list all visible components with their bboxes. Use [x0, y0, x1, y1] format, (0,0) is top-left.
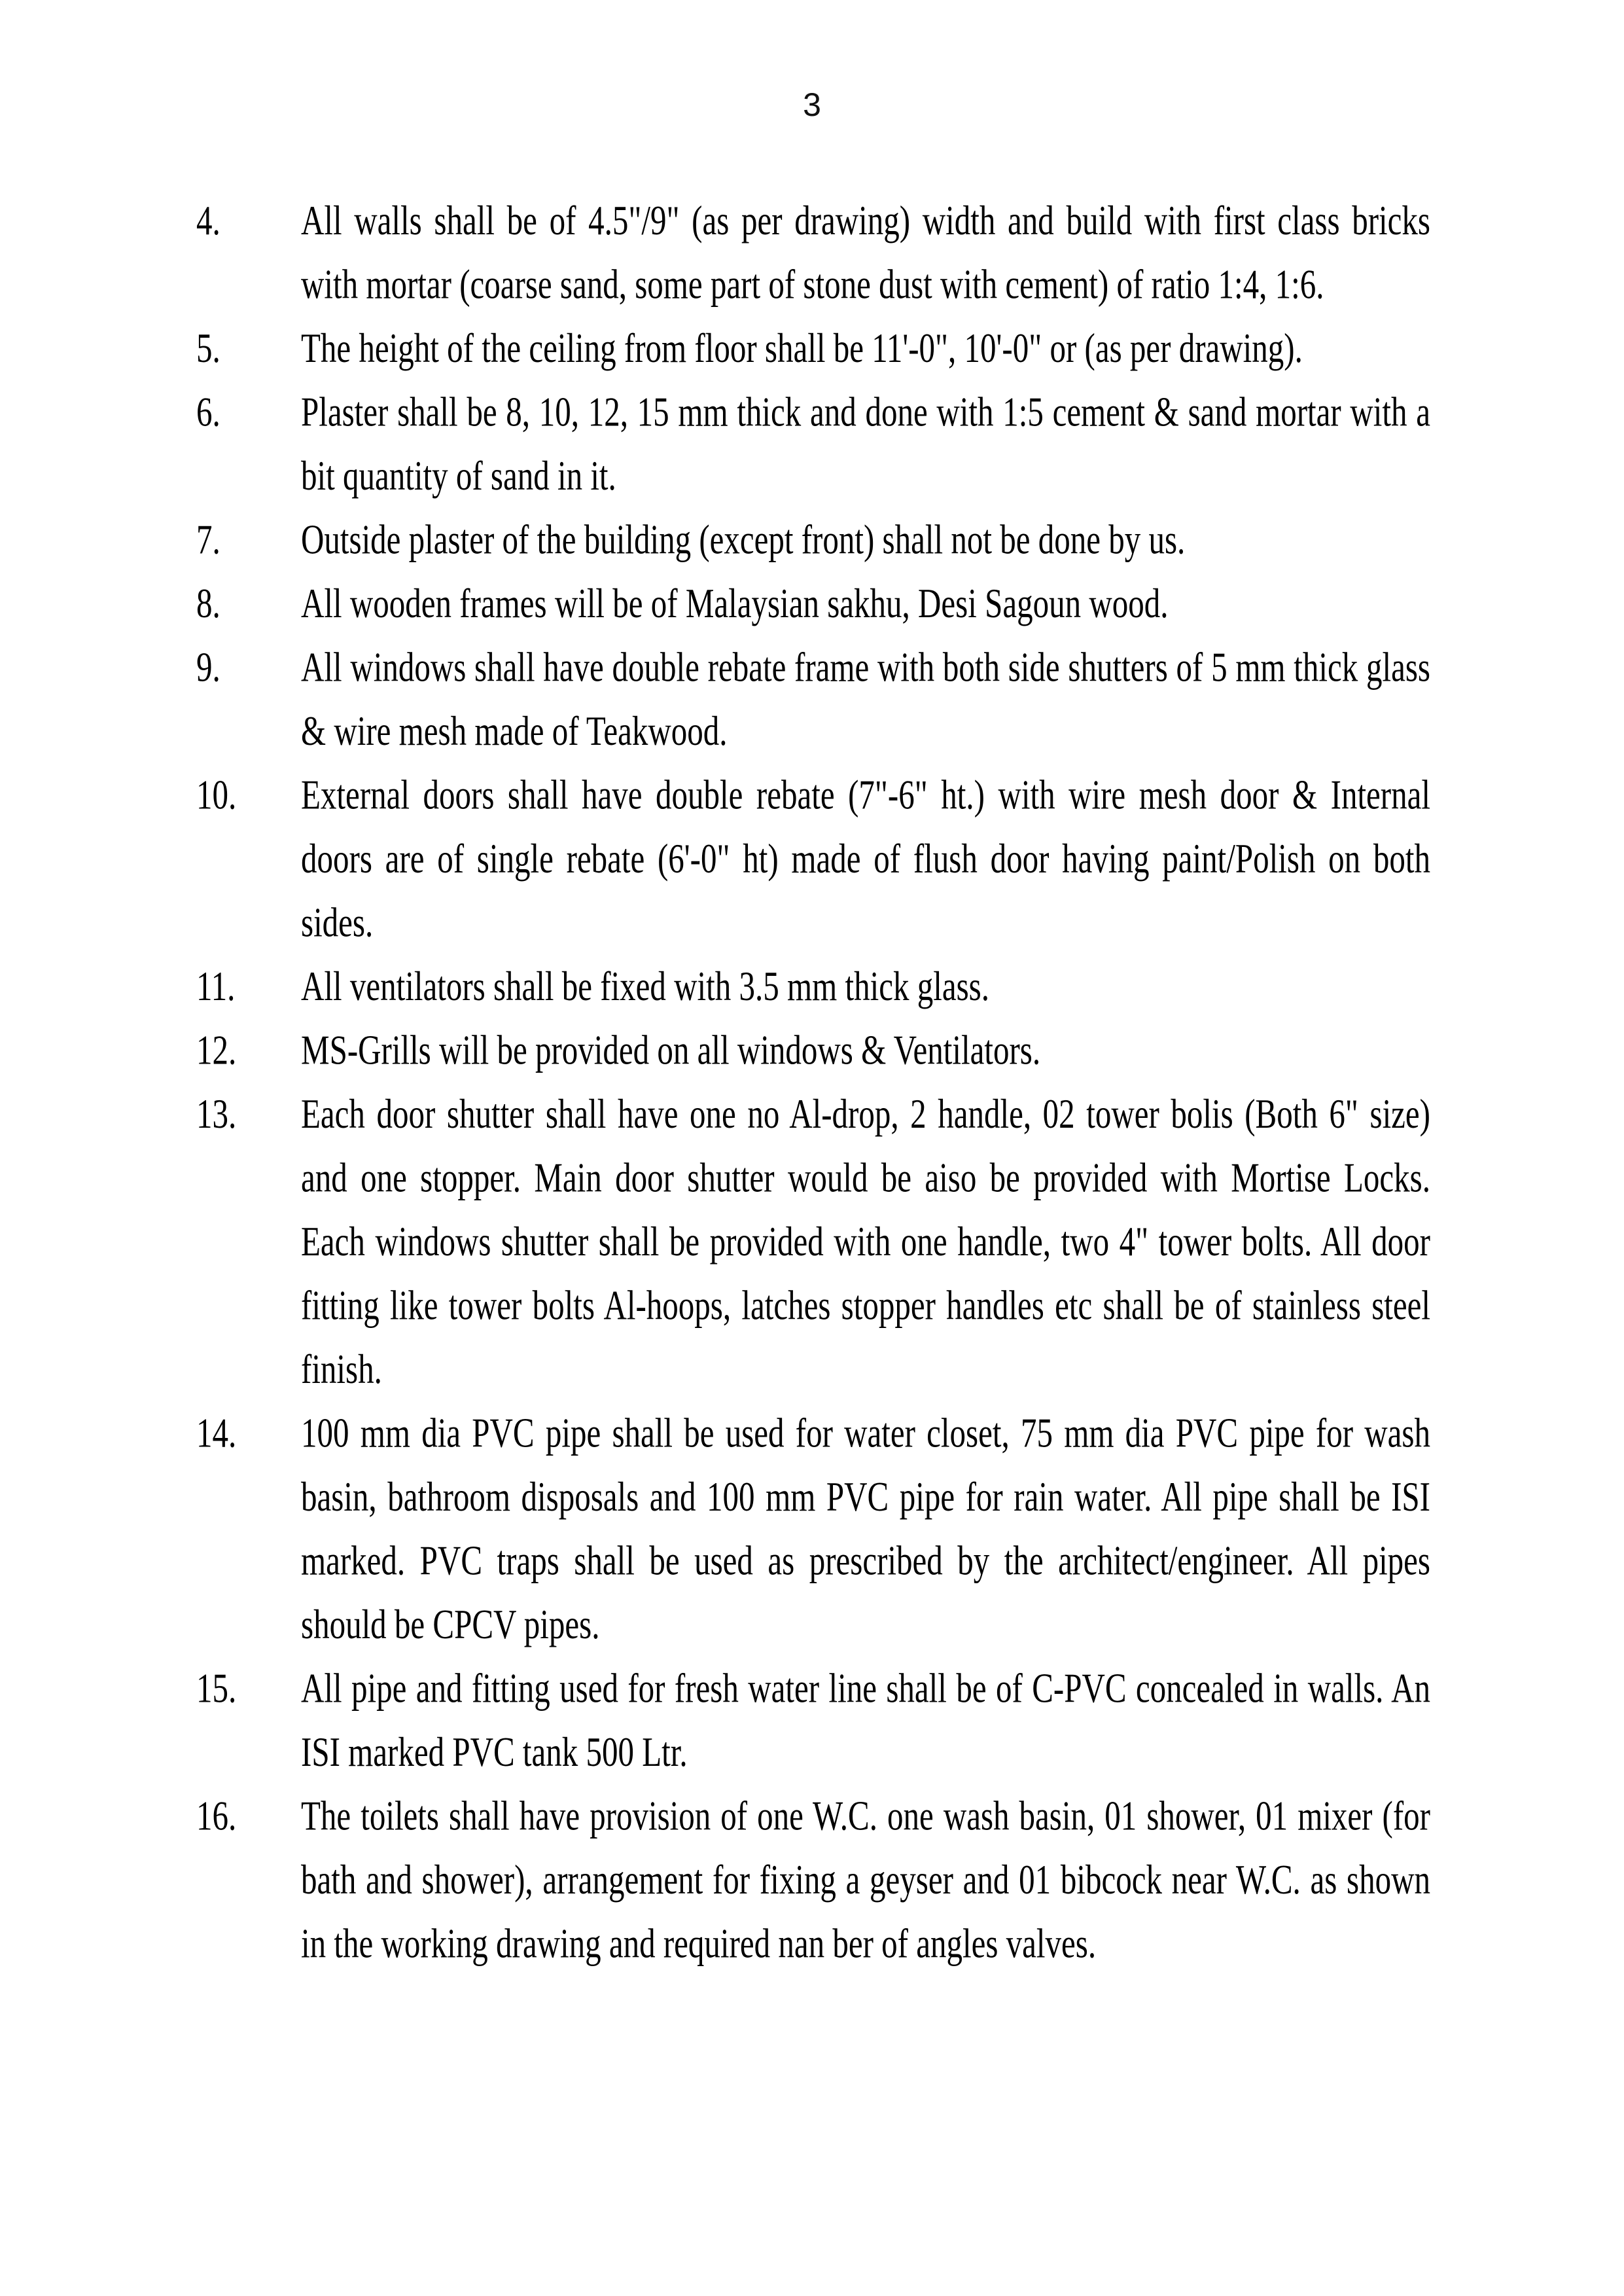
item-number: 14. [196, 1409, 237, 1456]
item-text: Plaster shall be 8, 10, 12, 15 mm thick and done with 1:5 cement & sand mortar with a bit quantity of sand in it. [301, 388, 1430, 499]
item-text: The height of the ceiling from floor shall be 11'-0", 10'-0" or (as per drawing). [301, 325, 1303, 372]
item-number: 11. [196, 963, 236, 1010]
item-text: Outside plaster of the building (except front) shall not be done by us. [301, 516, 1186, 563]
list-item [196, 1018, 1430, 1083]
item-number: 13. [196, 1090, 237, 1138]
item-text: All pipe and fitting used for fresh water line shall be of C-PVC concealed in walls. An ISI marked PVC tank 500 Ltr. [301, 1664, 1430, 1776]
list-item [196, 571, 1430, 636]
list-item [196, 954, 1430, 1018]
item-text: All ventilators shall be fixed with 3.5 mm thick glass. [301, 963, 989, 1010]
item-number: 4. [196, 197, 221, 244]
item-number: 10. [196, 771, 237, 818]
item-number: 7. [196, 516, 221, 563]
item-number: 8. [196, 580, 221, 627]
item-number: 16. [196, 1792, 237, 1839]
page-number: 3 [803, 86, 821, 123]
list-item [196, 1657, 1430, 1784]
spec-list [196, 188, 1430, 1975]
list-item [196, 1082, 1430, 1401]
item-text: Each door shutter shall have one no Al-drop, 2 handle, 02 tower bolis (Both 6" size) and one stopper. Main door shutter would be aiso be provided with Mortise Locks. Each windows shutter shall be provided with one handle, two 4" tower bolts. All door fitting like tower bolts Al-hoops, latches stopper handles etc shall be of stainless steel finish. [301, 1090, 1430, 1393]
item-number: 15. [196, 1664, 237, 1712]
list-item [196, 1401, 1430, 1657]
item-text: All wooden frames will be of Malaysian sakhu, Desi Sagoun wood. [301, 580, 1169, 627]
item-text: MS-Grills will be provided on all windows & Ventilators. [301, 1026, 1041, 1073]
list-item [196, 188, 1430, 316]
list-item [196, 380, 1430, 508]
list-item [196, 763, 1430, 955]
list-item [196, 508, 1430, 572]
item-text: All windows shall have double rebate frame with both side shutters of 5 mm thick glass & wire mesh made of Teakwood. [301, 643, 1430, 755]
item-text: All walls shall be of 4.5"/9" (as per drawing) width and build with first class bricks with mortar (coarse sand, some part of stone dust with cement) of ratio 1:4, 1:6. [301, 197, 1430, 308]
list-item [196, 636, 1430, 763]
list-item [196, 316, 1430, 380]
item-number: 9. [196, 643, 221, 691]
item-text: 100 mm dia PVC pipe shall be used for water closet, 75 mm dia PVC pipe for wash basin, bathroom disposals and 100 mm PVC pipe for rain water. All pipe shall be ISI marked. PVC traps shall be used as prescribed by the architect/engineer. All pipes should be CPCV pipes. [301, 1409, 1430, 1648]
item-number: 5. [196, 325, 221, 372]
item-number: 6. [196, 388, 221, 435]
item-text: The toilets shall have provision of one W.C. one wash basin, 01 shower, 01 mixer (for bath and shower), arrangement for fixing a geyser and 01 bibcock near W.C. as shown in the working drawing and required nan ber of angles valves. [301, 1792, 1430, 1967]
list-item [196, 1784, 1430, 1976]
item-number: 12. [196, 1026, 237, 1073]
item-text: External doors shall have double rebate (7"-6" ht.) with wire mesh door & Internal doors are of single rebate (6'-0" ht) made of flush door having paint/Polish on both sides. [301, 771, 1430, 946]
